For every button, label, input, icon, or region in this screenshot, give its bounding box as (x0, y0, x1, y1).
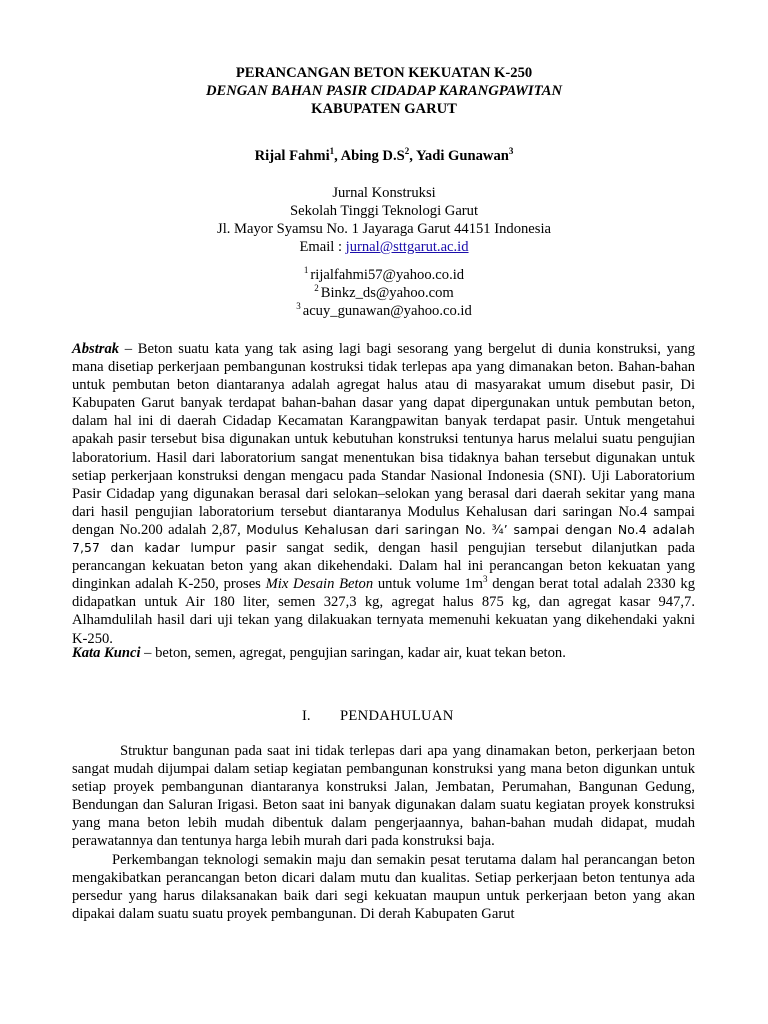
author-2-name: Abing D.S (340, 148, 405, 164)
email-label: Email : (299, 239, 346, 255)
journal-name: Jurnal Konstruksi (332, 185, 436, 201)
abstract-text-part1: Beton suatu kata yang tak asing lagi bagi sesorang yang bergelut di dunia konstruksi, yang mana disetiap perkerjaan pembangunan kostruksi tidak terlepas apa yang dimanakan beton. Bahan-bahan untuk pembutan beton diantaranya adalah agregat halus atau di masyarakat umum disebut pasir, Di Kabupaten Garut banyak terdapat bahan-bahan dasar yang dapat dipergunakan untuk pembutan beton, dalam hal ini di daerah Cidadap Kecamatan Karangpawitan banyak terdapat pasir. Untuk mengetahui apakah pasir tersebut bisa digunakan untuk kebutuhan konstruksi tentunya harus melalui suatu pengujian laboratorium. Hasil dari laboratorium sangat menentukan bisa tidaknya bahan tersebut digunakan untuk setiap perkerjaan konstruksi dengan mengacu pada Standar Nasional Indonesia (SNI). Uji Laboratorium Pasir Cidadap yang digunakan berasal dari selokan–selokan yang berasal dari daerah sekitar yang mana dari hasil pengujian laboratorium tersebut diantaranya Modulus Kehalusan dari saringan No.4 sampai dengan No.200 adalah 2,87, (72, 341, 695, 538)
section-number: I. (302, 708, 311, 724)
keywords-text: beton, semen, agregat, pengujian saringan, kadar air, kuat tekan beton. (155, 645, 566, 661)
email-sup: 3 (296, 301, 301, 312)
abstract-paragraph (72, 340, 695, 648)
author-1-sup: 1 (329, 146, 335, 157)
school-name: Sekolah Tinggi Teknologi Garut (289, 203, 479, 219)
body-text (72, 742, 695, 923)
author-2-sup: 2 (404, 146, 410, 157)
body-paragraph-1: Struktur bangunan pada saat ini tidak terlepas dari apa yang dinamakan beton, perkerjaan beton sangat mudah dijumpai dalam setiap kegiatan pembangunan konstruksi yang mana beton digunkan untuk setiap proyek pembangunan diantaranya konstruksi Jalan, Jembatan, Perumahan, Bangunan Gedung, Bendungan dan Saluran Irigasi. Beton saat ini banyak digunakan dalam suatu kegiatan proyek konstruksi yang mana beton lebih mudah dibentuk dalam pengerjaannya, bahan-bahan mudah didapat, mudah perawatannya dan tentunya harga lebih murah dari pada konstruksi baja. (72, 743, 695, 850)
cubic-superscript: 3 (483, 574, 488, 585)
title-line-3: KABUPATEN GARUT (311, 101, 457, 117)
author-3-sup: 3 (508, 146, 514, 157)
author-separator: , (409, 148, 416, 164)
author-3-name: Yadi Gunawan (415, 148, 509, 164)
author-emails (0, 266, 768, 320)
keywords-label: Kata Kunci (72, 645, 141, 661)
email-line (0, 238, 768, 256)
paper-title (0, 64, 768, 118)
keywords-dash: – (140, 645, 156, 661)
author-list (0, 148, 768, 165)
author-email-1 (0, 266, 768, 284)
email-sup: 1 (303, 265, 309, 276)
abstract-text-part3: untuk volume 1m (373, 576, 484, 593)
abstract-text-part2: sangat sedik, dengan hasil pengujian tersebut dilanjutkan pada perancangan kekuatan beton yang akan dikehendaki. Dalam hal ini perancangan beton kekuatan yang dinginkan adalah K-250, proses (72, 540, 695, 593)
email-sup: 2 (314, 283, 319, 294)
abstract-label: Abstrak (72, 341, 120, 357)
author-email-3 (0, 302, 768, 320)
body-paragraph-2: Perkembangan teknologi semakin maju dan semakin pesat terutama dalam hal perancangan beton mengakibatkan perancangan beton dicari dalam mutu dan kualitas. Setiap perkerjaan beton tentunya ada persedur yang harus dilaksanakan baik dari segi kekuatan maupun untuk perkerjaan beton yang akan dipakai dalam suatu suatu proyek pembangunan. Di derah Kabupaten Garut (72, 851, 695, 922)
email-text: acuy_gunawan@yahoo.co.id (302, 303, 472, 319)
author-separator: , (334, 148, 341, 164)
school-address: Jl. Mayor Syamsu No. 1 Jayaraga Garut 44151 Indonesia (217, 221, 551, 237)
author-email-2 (0, 284, 768, 302)
email-text: Binkz_ds@yahoo.com (320, 285, 454, 301)
journal-email-link[interactable]: jurnal@sttgarut.ac.id (345, 239, 469, 255)
title-line-2: DENGAN BAHAN PASIR CIDADAP KARANGPAWITAN (205, 83, 562, 99)
abstract-sans-line: Modulus Kehalusan dari saringan No. ¾’ sampai dengan No.4 adalah 7,57 dan kadar lumpur pasir (72, 521, 695, 556)
email-text: rijalfahmi57@yahoo.co.id (310, 267, 465, 283)
affiliation-block (0, 184, 768, 256)
author-1-name: Rijal Fahmi (254, 148, 330, 164)
abstract-text-part4: dengan berat total adalah 2330 kg didapatkan untuk Air 180 liter, semen 327,3 kg, agregat halus 875 kg, dan agregat kasar 947,7. Alhamdulilah hasil dari uji tekan yang dilakuakan ternyata memenuhi kekuatan yang dikehendaki yakni K-250. (72, 576, 696, 647)
abstract-italic-phrase: Mix Desain Beton (265, 576, 374, 593)
title-line-1: PERANCANGAN BETON KEKUATAN K-250 (235, 65, 533, 81)
abstract-dash: – (119, 341, 138, 357)
section-title-text: PENDAHULUAN (340, 708, 454, 724)
keywords-line (72, 644, 695, 662)
